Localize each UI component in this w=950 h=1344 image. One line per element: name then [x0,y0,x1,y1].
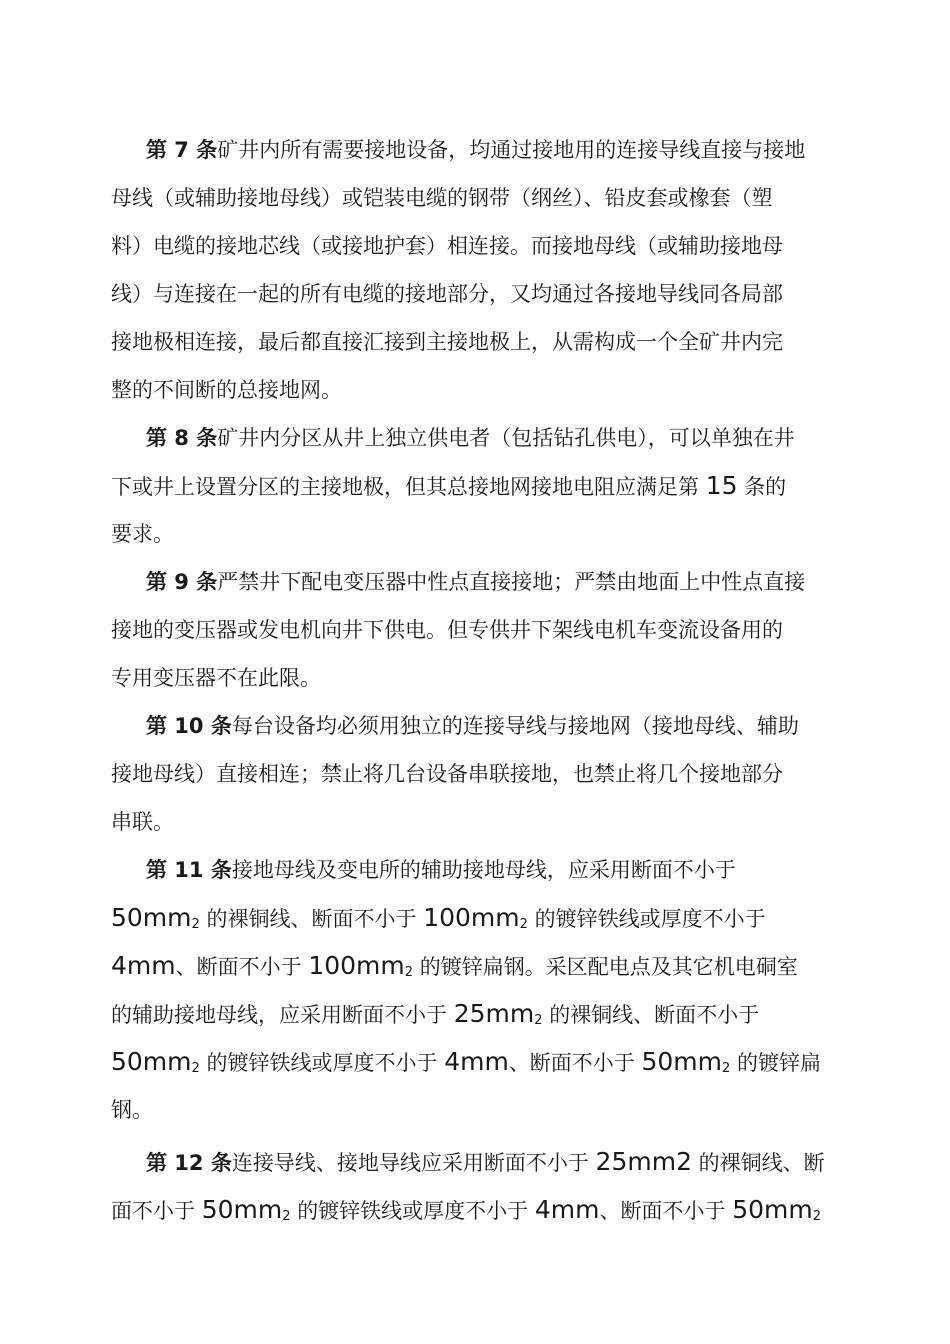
text: 、断面不小于 [508,1051,635,1075]
article-10-line-3: 串联。 [111,810,174,834]
number: 25mm2 [595,1147,692,1176]
number: 50mm [641,1047,723,1076]
article-11-line-6: 钢。 [111,1098,153,1122]
number: 4mm [111,951,176,980]
article-11-line-2 [111,902,766,941]
article-10-line-1 [146,710,799,742]
text: 的镀锌扁钢。采区配电点及其它机电硐室 [419,955,798,979]
text: 连接导线、接地导线应采用断面不小于 [231,1151,589,1175]
number: 15 [705,471,738,500]
number: 50mm [111,1047,192,1076]
article-8-label: 第 8 条 [146,426,218,450]
article-7-line-4: 线）与连接在一起的所有电缆的接地部分，又均通过各接地导线同各局部 [111,282,783,306]
text: 矿井内分区从井上独立供电者（包括钻孔供电），可以单独在井 [217,426,795,450]
article-9-line-3: 专用变压器不在此限。 [111,666,321,690]
text: 、断面不小于 [175,955,302,979]
text: 接地母线及变电所的辅助接地母线，应采用断面不小于 [231,858,736,882]
article-8-line-2 [111,470,786,503]
superscript: 2 [191,1061,200,1076]
article-7-line-6: 整的不间断的总接地网。 [111,378,342,402]
superscript: 2 [534,1013,543,1028]
article-11-line-3 [111,950,798,989]
text: 的镀锌铁线或厚度不小于 [534,907,766,931]
article-12-label: 第 12 条 [146,1151,232,1175]
number: 4mm [444,1047,509,1076]
number: 4mm [534,1195,600,1224]
text: 的镀锌铁线或厚度不小于 [297,1199,529,1223]
number: 25mm [453,999,535,1028]
superscript: 2 [722,1061,731,1076]
text: 条的 [744,475,787,499]
superscript: 2 [519,917,528,932]
number: 100mm [423,903,520,932]
superscript: 2 [191,917,200,932]
number: 50mm [732,1195,813,1224]
article-11-label: 第 11 条 [146,858,232,882]
text: 严禁井下配电变压器中性点直接接地；严禁由地面上中性点直接 [217,570,806,594]
article-11-line-1 [146,854,736,886]
article-9-line-2: 接地的变压器或发电机向井下供电。但专供井下架线电机车变流设备用的 [111,618,783,642]
article-11-line-5 [111,1046,821,1085]
article-10-label: 第 10 条 [146,714,232,738]
article-12-line-2 [111,1194,821,1233]
article-7-line-1 [146,134,805,166]
article-9-label: 第 9 条 [146,570,218,594]
number: 100mm [308,951,405,980]
article-10-line-2: 接地母线）直接相连；禁止将几台设备串联接地，也禁止将几个接地部分 [111,762,783,786]
text: 的裸铜线、断面不小于 [206,907,417,931]
text: 下或井上设置分区的主接地极，但其总接地网接地电阻应满足第 [111,475,699,499]
article-12-line-1 [146,1146,825,1179]
article-9-line-1 [146,566,805,598]
text: 、断面不小于 [599,1199,726,1223]
article-11-line-4 [111,998,759,1037]
superscript: 2 [812,1209,821,1224]
text: 的裸铜线、断面不小于 [549,1003,760,1027]
text: 的裸铜线、断 [698,1151,825,1175]
text: 矿井内所有需要接地设备，均通过接地用的连接导线直接与接地 [217,138,806,162]
text: 每台设备均必须用独立的连接导线与接地网（接地母线、辅助 [231,714,799,738]
number: 50mm [111,903,192,932]
superscript: 2 [404,965,414,980]
article-7-line-5: 接地极相连接，最后都直接汇接到主接地极上，从需构成一个全矿井内完 [111,330,783,354]
number: 50mm [201,1195,283,1224]
text: 面不小于 [111,1199,195,1223]
article-7-label: 第 7 条 [146,138,218,162]
article-7-line-3: 料）电缆的接地芯线（或接地护套）相连接。而接地母线（或辅助接地母 [111,234,783,258]
text: 的镀锌扁 [737,1051,821,1075]
article-8-line-1 [146,422,795,454]
text: 的镀锌铁线或厚度不小于 [206,1051,438,1075]
superscript: 2 [282,1209,291,1224]
article-7-line-2: 母线（或辅助接地母线）或铠装电缆的钢带（纲丝）、铅皮套或橡套（塑 [111,186,773,210]
text: 的辅助接地母线，应采用断面不小于 [111,1003,447,1027]
article-8-line-3: 要求。 [111,522,174,546]
